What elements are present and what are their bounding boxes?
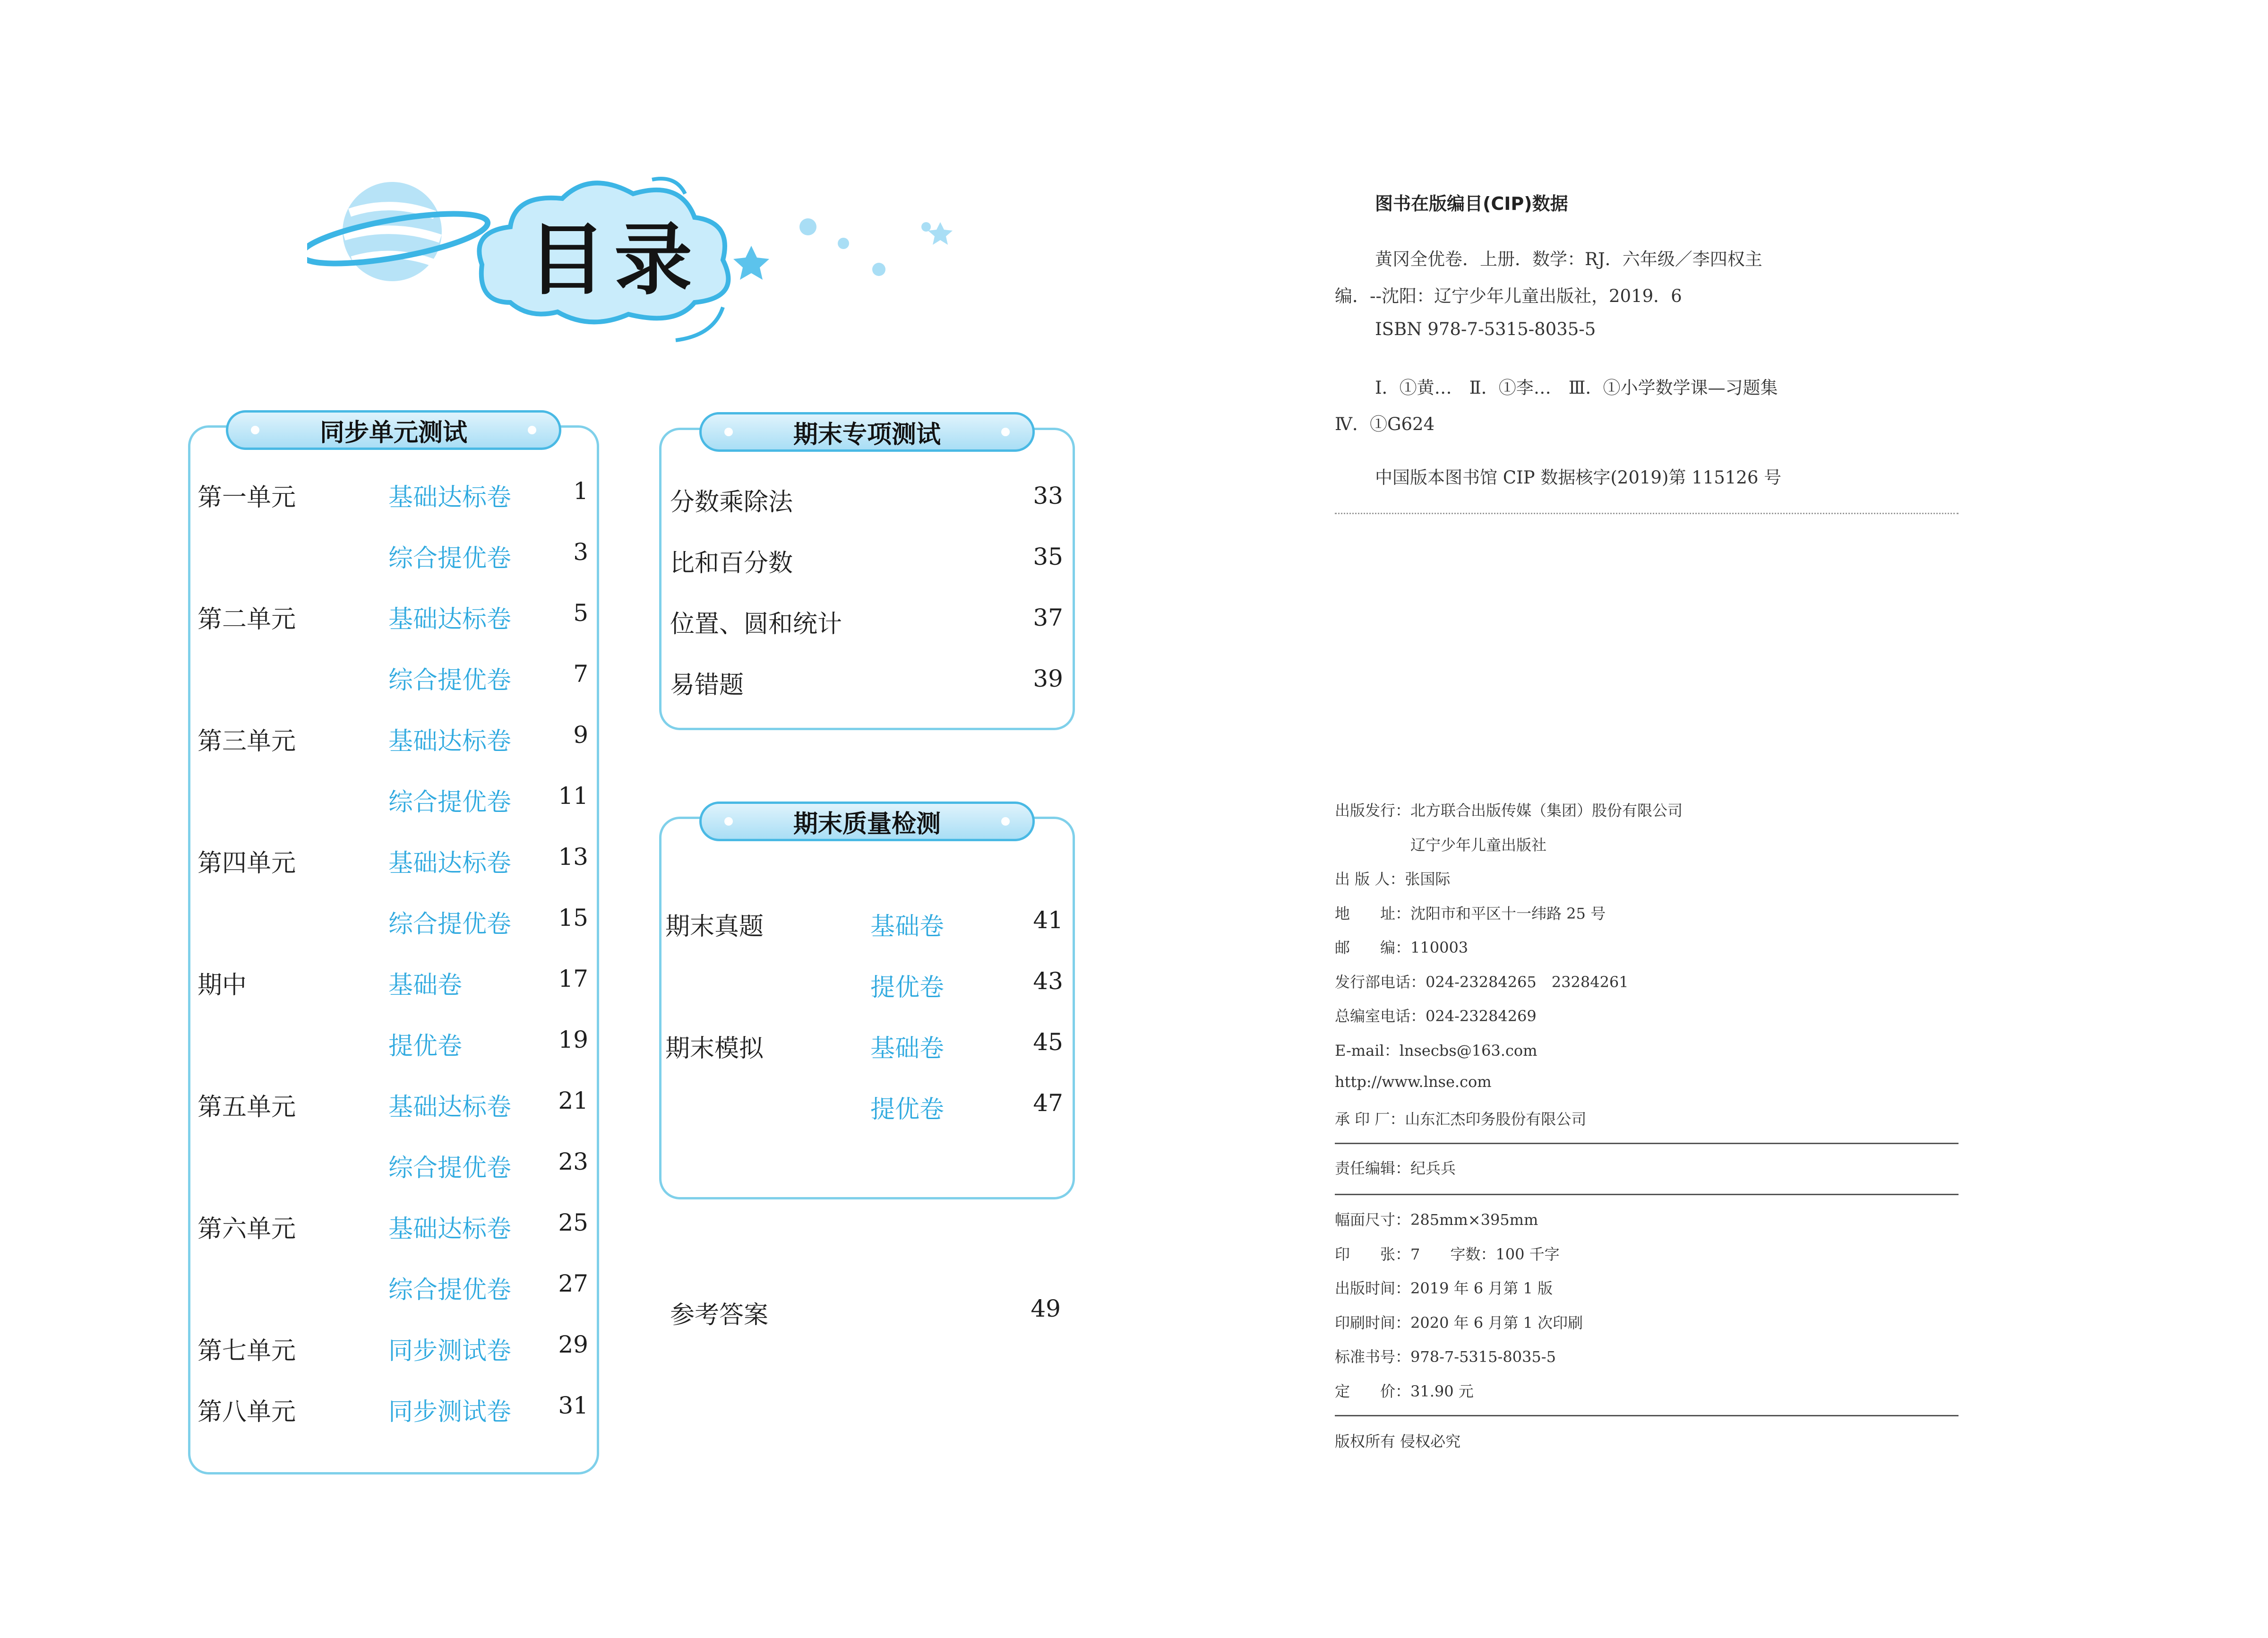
sync-page-number: 19: [558, 1026, 588, 1053]
publisher-line: E-mail：lnsecbs@163.com: [1335, 1041, 1538, 1060]
spec-line: 出版时间：2019 年 6 月第 1 版: [1335, 1279, 1553, 1297]
divider: [1335, 1143, 1959, 1144]
sync-paper-link[interactable]: 基础达标卷: [388, 1093, 512, 1121]
quality-unit-label: 期末模拟: [665, 1035, 764, 1063]
special-test-header: [699, 412, 1035, 452]
sync-paper-link[interactable]: 同步测试卷: [388, 1337, 512, 1365]
dot-icon: [251, 426, 259, 434]
special-page-number: 37: [1033, 604, 1063, 631]
spec-line: 标准书号：978-7-5315-8035-5: [1335, 1348, 1556, 1366]
star-icon: [733, 222, 953, 280]
sync-paper-link[interactable]: 同步测试卷: [388, 1398, 512, 1426]
sync-page-number: 5: [573, 599, 588, 627]
dot-icon: [724, 817, 733, 826]
sync-page-number: 23: [558, 1148, 588, 1175]
special-test-header-label: 期末专项测试: [793, 420, 941, 449]
sync-test-header: [226, 410, 561, 450]
editor-line: 责任编辑：纪兵兵: [1335, 1159, 1456, 1177]
sync-paper-link[interactable]: 基础达标卷: [388, 1215, 512, 1243]
spec-line: 印刷时间：2020 年 6 月第 1 次印刷: [1335, 1313, 1583, 1332]
dot-icon: [724, 428, 733, 436]
sync-paper-link[interactable]: 综合提优卷: [388, 666, 512, 695]
sync-paper-link[interactable]: 综合提优卷: [388, 544, 512, 573]
sync-unit-label: 第七单元: [198, 1337, 296, 1365]
copyright-line: 版权所有 侵权必究: [1335, 1432, 1461, 1450]
publisher-line: 邮 编：110003: [1335, 939, 1469, 957]
sync-page-number: 29: [558, 1331, 588, 1358]
sync-page-number: 25: [558, 1209, 588, 1236]
sync-page-number: 27: [558, 1270, 588, 1297]
sync-unit-label: 第四单元: [198, 849, 296, 878]
special-page-number: 33: [1033, 482, 1063, 509]
answers-page: 49: [1031, 1295, 1061, 1322]
sync-page-number: 7: [573, 660, 588, 688]
spec-line: 幅面尺寸：285mm×395mm: [1335, 1211, 1538, 1229]
sync-unit-label: 第八单元: [198, 1398, 296, 1426]
planet-icon: [307, 182, 491, 281]
sync-paper-link[interactable]: 提优卷: [388, 1032, 463, 1060]
publisher-line: http://www.lnse.com: [1335, 1073, 1492, 1091]
special-page-number: 39: [1033, 665, 1063, 692]
divider: [1335, 1194, 1959, 1195]
divider: [1335, 1415, 1959, 1416]
quality-test-header: [699, 802, 1035, 841]
dot-icon: [528, 426, 536, 434]
quality-unit-label: 期末真题: [665, 913, 764, 941]
sync-paper-link[interactable]: 综合提优卷: [388, 1276, 512, 1304]
sync-paper-link[interactable]: 基础达标卷: [388, 849, 512, 878]
publisher-line: 总编室电话：024-23284269: [1335, 1007, 1537, 1025]
spec-line: 印 张：7 字数：100 千字: [1335, 1245, 1560, 1263]
divider: [1335, 513, 1959, 514]
quality-paper-link[interactable]: 基础卷: [870, 1035, 945, 1063]
quality-test-box: [659, 817, 1075, 1199]
publisher-line: 承 印 厂：山东汇杰印务股份有限公司: [1335, 1110, 1587, 1128]
sync-page-number: 9: [573, 721, 588, 749]
sync-test-header-label: 同步单元测试: [319, 418, 467, 447]
sync-page-number: 31: [558, 1392, 588, 1419]
sync-page-number: 13: [558, 843, 588, 871]
sync-page-number: 1: [573, 477, 588, 505]
sync-unit-label: 第二单元: [198, 605, 296, 634]
dot-icon: [921, 222, 931, 232]
dot-icon: [1001, 428, 1010, 436]
publisher-line: 发行部电话：024-23284265 23284261: [1335, 973, 1629, 991]
special-item-label[interactable]: 易错题: [670, 671, 744, 699]
publisher-line: 辽宁少年儿童出版社: [1335, 836, 1547, 854]
dot-icon: [872, 263, 885, 276]
sync-paper-link[interactable]: 综合提优卷: [388, 910, 512, 939]
cip-line: 中国版本图书馆 CIP 数据核字(2019)第 115126 号: [1375, 467, 1782, 488]
cip-line: 编．--沈阳：辽宁少年儿童出版社，2019．6: [1335, 286, 1682, 306]
answers-label[interactable]: 参考答案: [670, 1301, 769, 1329]
sync-unit-label: 第六单元: [198, 1215, 296, 1243]
sync-page-number: 17: [558, 965, 588, 992]
special-item-label[interactable]: 位置、圆和统计: [670, 610, 842, 638]
cip-line: 黄冈全优卷．上册．数学：RJ．六年级／李四权主: [1375, 249, 1762, 269]
dot-icon: [838, 238, 849, 249]
sync-unit-label: 期中: [198, 971, 247, 1000]
sync-paper-link[interactable]: 基础达标卷: [388, 483, 512, 512]
cip-line: Ⅰ．①黄… Ⅱ．①李… Ⅲ．①小学数学课—习题集: [1375, 378, 1778, 398]
spec-line: 定 价：31.90 元: [1335, 1382, 1474, 1400]
sync-paper-link[interactable]: 综合提优卷: [388, 1154, 512, 1182]
special-page-number: 35: [1033, 543, 1063, 570]
page-title: 目录: [528, 215, 701, 305]
special-item-label[interactable]: 比和百分数: [670, 549, 793, 578]
sync-unit-label: 第一单元: [198, 483, 296, 512]
quality-page-number: 47: [1033, 1089, 1063, 1117]
dot-icon: [1001, 817, 1010, 826]
sync-page-number: 11: [558, 782, 588, 810]
sync-unit-label: 第三单元: [198, 727, 296, 756]
dot-icon: [799, 218, 816, 235]
special-item-label[interactable]: 分数乘除法: [670, 488, 793, 517]
sync-paper-link[interactable]: 基础卷: [388, 971, 463, 1000]
quality-paper-link[interactable]: 提优卷: [870, 1095, 945, 1124]
sync-page-number: 15: [558, 904, 588, 931]
sync-test-box: [188, 425, 599, 1474]
publisher-line: 出 版 人：张国际: [1335, 870, 1451, 888]
cip-title: 图书在版编目(CIP)数据: [1375, 193, 1568, 214]
cip-line: ISBN 978-7-5315-8035-5: [1375, 319, 1596, 339]
publisher-line: 出版发行：北方联合出版传媒（集团）股份有限公司: [1335, 802, 1683, 819]
sync-page-number: 21: [558, 1087, 588, 1114]
sync-page-number: 3: [573, 538, 588, 566]
quality-page-number: 43: [1033, 967, 1063, 995]
sync-unit-label: 第五单元: [198, 1093, 296, 1121]
publisher-line: 地 址：沈阳市和平区十一纬路 25 号: [1335, 904, 1606, 922]
quality-page-number: 41: [1033, 906, 1063, 934]
quality-test-header-label: 期末质量检测: [793, 810, 941, 838]
sync-paper-link[interactable]: 综合提优卷: [388, 788, 512, 817]
quality-page-number: 45: [1033, 1028, 1063, 1056]
quality-paper-link[interactable]: 提优卷: [870, 974, 945, 1002]
cip-line: Ⅳ．①G624: [1335, 414, 1435, 434]
sync-paper-link[interactable]: 基础达标卷: [388, 727, 512, 756]
quality-paper-link[interactable]: 基础卷: [870, 913, 945, 941]
sync-paper-link[interactable]: 基础达标卷: [388, 605, 512, 634]
